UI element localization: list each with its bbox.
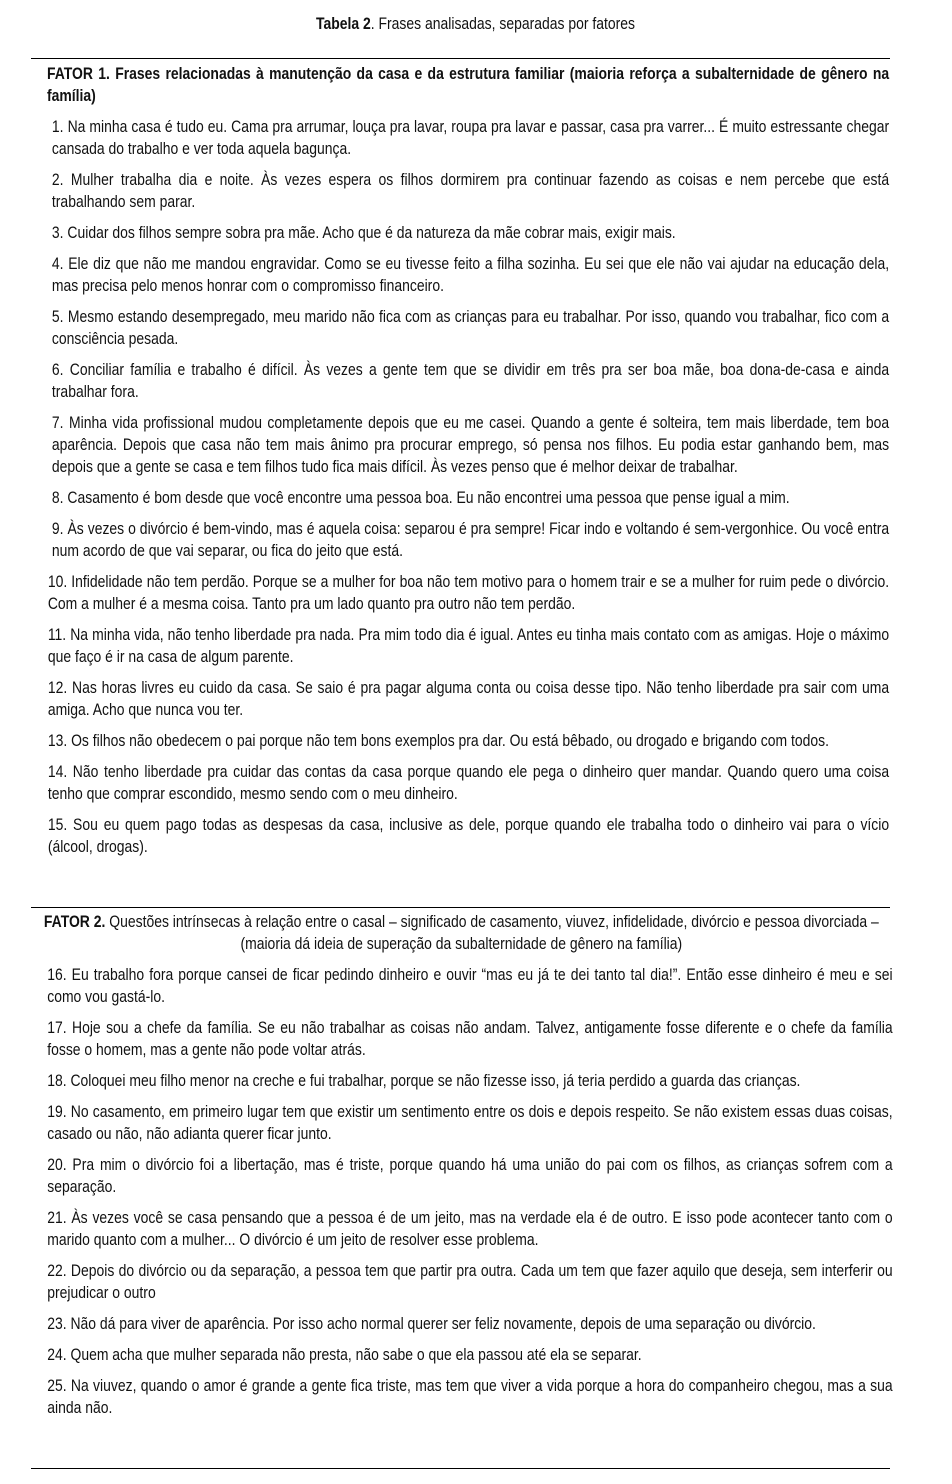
list-item: 3. Cuidar dos filhos sempre sobra pra mãe. Acho que é da natureza da mãe cobrar mais, exigir mais. (51, 223, 676, 242)
list-item: 9. Às vezes o divórcio é bem-vindo, mas é aquela coisa: separou é pra sempre! Ficar indo e voltando é sem-vergonhice. Ou você entra num acordo de que vai separar, ou fica do jeito que está. (51, 519, 890, 560)
list-item: 19. No casamento, em primeiro lugar tem que existir um sentimento entre os dois e depois respeito. Se não existem essas duas coisas, casado ou não, não adianta querer ficar junto. (47, 1102, 893, 1143)
fator2-section (30, 911, 893, 1419)
list-item: 12. Nas horas livres eu cuido da casa. Se saio é pra pagar alguma conta ou coisa desse tipo. Não tenho liberdade pra sair com uma amiga. Acho que nunca vou ter. (47, 678, 890, 719)
top-rule (31, 58, 890, 59)
caption-text: . Frases analisadas, separadas por fatores (371, 14, 636, 33)
list-item: 14. Não tenho liberdade pra cuidar das contas da casa porque quando ele pega o dinheiro quer mandar. Quando quero uma coisa tenho que comprar escondido, mesmo sendo com o meu dinheiro. (47, 762, 890, 803)
list-item: 20. Pra mim o divórcio foi a libertação, mas é triste, porque quando há uma união do pai com os filhos, as crianças sofrem com a separação. (47, 1155, 893, 1196)
list-item: 8. Casamento é bom desde que você encontre uma pessoa boa. Eu não encontrei uma pessoa que pense igual a mim. (51, 488, 790, 507)
list-item: 16. Eu trabalho fora porque cansei de ficar pedindo dinheiro e ouvir “mas eu já te dei tanto tal dia!”. Então esse dinheiro é meu e sei como vou gastá-lo. (47, 965, 893, 1006)
list-item: 18. Coloquei meu filho menor na creche e fui trabalhar, porque se não fizesse isso, já teria perdido a guarda das crianças. (47, 1071, 801, 1090)
fator1-header: FATOR 1. Frases relacionadas à manutenção da casa e da estrutura familiar (maioria reforça a subalternidade de gênero na família) (47, 64, 890, 105)
list-item: 13. Os filhos não obedecem o pai porque não tem bons exemplos pra dar. Ou está bêbado, ou drogado e brigando com todos. (47, 731, 829, 750)
list-item: 2. Mulher trabalha dia e noite. Às vezes espera os filhos dormirem pra continuar fazendo as coisas e nem percebe que está trabalhando sem parar. (51, 170, 890, 211)
list-item: 23. Não dá para viver de aparência. Por isso acho normal querer ser feliz novamente, depois de uma separação ou divórcio. (47, 1314, 816, 1333)
fator2-text: Questões intrínsecas à relação entre o casal – significado de casamento, viuvez, infidelidade, divórcio e pessoa divorciada – (maioria dá ideia de superação da subalternidade de gênero na família) (105, 912, 879, 953)
list-item: 10. Infidelidade não tem perdão. Porque se a mulher for boa não tem motivo para o homem trair e se a mulher for ruim pede o divórcio. Com a mulher é a mesma coisa. Tanto pra um lado quanto pra outro não tem perdão. (47, 572, 890, 613)
list-item: 25. Na viuvez, quando o amor é grande a gente fica triste, mas tem que viver a vida porque a hora do companheiro chegou, mas a sua ainda não. (47, 1376, 893, 1417)
list-item: 5. Mesmo estando desempregado, meu marido não fica com as crianças para eu trabalhar. Por isso, quando vou trabalhar, fico com a consciência pesada. (51, 307, 890, 348)
fator2-label: FATOR 2. (43, 912, 106, 931)
list-item: 24. Quem acha que mulher separada não presta, não sabe o que ela passou até ela se separar. (47, 1345, 642, 1364)
fator2-header (30, 911, 893, 955)
list-item: 6. Conciliar família e trabalho é difícil. Às vezes a gente tem que se dividir em três pra ser boa mãe, boa dona-de-casa e ainda trabalhar fora. (51, 360, 890, 401)
table-caption (0, 14, 952, 34)
list-item: 1. Na minha casa é tudo eu. Cama pra arrumar, louça pra lavar, roupa pra lavar e passar, casa pra varrer... É muito estressante chegar cansada do trabalho e ver toda aquela bagunça. (51, 117, 890, 158)
bottom-rule (31, 1468, 890, 1469)
list-item: 17. Hoje sou a chefe da família. Se eu não trabalhar as coisas não andam. Talvez, antigamente fosse diferente e o chefe da família fosse o homem, mas a gente não pode voltar atrás. (47, 1018, 893, 1059)
list-item: 4. Ele diz que não me mandou engravidar. Como se eu tivesse feito a filha sozinha. Eu sei que ele não vai ajudar na educação dela, mas precisa pelo menos honrar com o compromisso financeiro. (51, 254, 890, 295)
list-item: 15. Sou eu quem pago todas as despesas da casa, inclusive as dele, porque quando ele trabalha todo o dinheiro vai para o vício (álcool, drogas). (47, 815, 890, 856)
list-item: 11. Na minha vida, não tenho liberdade pra nada. Pra mim todo dia é igual. Antes eu tinha mais contato com as amigas. Hoje o máximo que faço é ir na casa de algum parente. (47, 625, 890, 666)
list-item: 7. Minha vida profissional mudou completamente depois que eu me casei. Quando a gente é solteira, tem mais liberdade, tem boa aparência. Depois que casa não tem mais ânimo pra procurar emprego, só pensa nos filhos. Eu podia estar ganhando bem, mas depois que a gente se casa e tem filhos tudo fica mais difícil. Às vezes penso que é melhor deixar de trabalhar. (51, 413, 890, 476)
list-item: 22. Depois do divórcio ou da separação, a pessoa tem que partir pra outra. Cada um tem que fazer aquilo que deseja, sem interferir ou prejudicar o outro (47, 1261, 893, 1302)
list-item: 21. Às vezes você se casa pensando que a pessoa é de um jeito, mas na verdade ela é de outro. E isso pode acontecer tanto com o marido quanto com a mulher... O divórcio é um jeito de resolver esse problema. (47, 1208, 893, 1249)
caption-label: Tabela 2 (316, 14, 372, 33)
middle-rule (31, 907, 890, 908)
fator1-section (47, 63, 889, 858)
